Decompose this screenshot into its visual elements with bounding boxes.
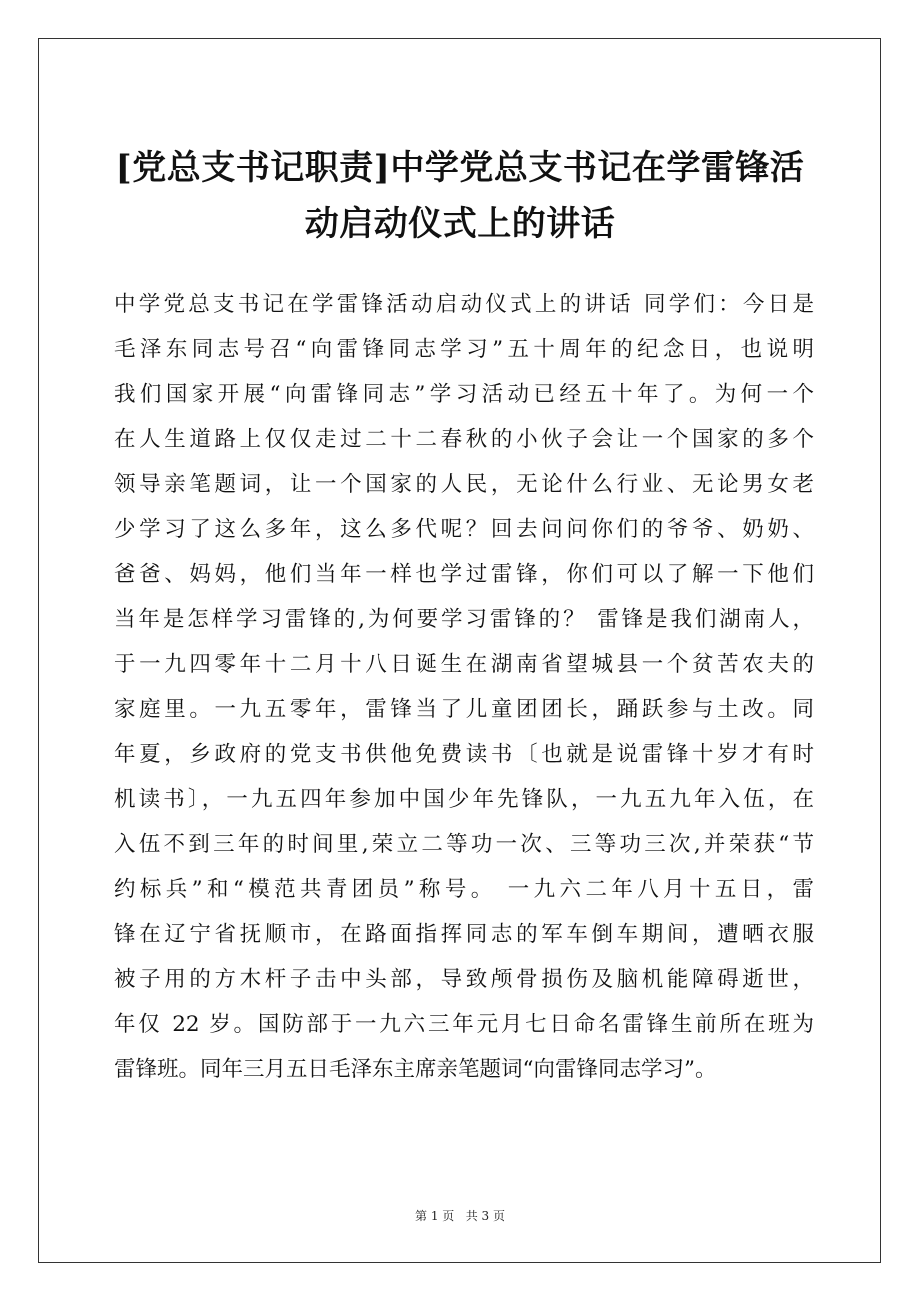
body-line: 爸爸、妈妈，他们当年一样也学过雷锋，你们可以了解一下他们	[114, 562, 814, 587]
body-line: 中学党总支书记在学雷锋活动启动仪式上的讲话 同学们：今日是	[114, 292, 814, 317]
body-line: 机读书〕，一九五四年参加中国少年先锋队，一九五九年入伍，在	[114, 787, 814, 812]
body-line: 少学习了这么多年，这么多代呢？回去问问你们的爷爷、奶奶、	[114, 517, 814, 542]
document-title	[70, 140, 850, 252]
body-line: 当年是怎样学习雷锋的,为何要学习雷锋的？ 雷锋是我们湖南人，	[114, 607, 814, 632]
body-line: 被子用的方木杆子击中头部，导致颅骨损伤及脑机能障碍逝世，	[114, 967, 814, 992]
title-line-2: 动启动仪式上的讲话	[304, 204, 616, 244]
page-number: 第 1 页	[415, 1209, 455, 1223]
body-line: 我们国家开展“向雷锋同志”学习活动已经五十年了。为何一个	[114, 382, 814, 407]
body-line: 年夏，乡政府的党支书供他免费读书〔也就是说雷锋十岁才有时	[114, 742, 814, 767]
body-line: 于一九四零年十二月十八日诞生在湖南省望城县一个贫苦农夫的	[114, 652, 814, 677]
body-line: 家庭里。一九五零年，雷锋当了儿童团团长，踊跃参与土改。同	[114, 697, 814, 722]
body-line: 入伍不到三年的时间里,荣立二等功一次、三等功三次,并荣获“节	[114, 832, 814, 857]
body-line: 锋在辽宁省抚顺市，在路面指挥同志的军车倒车期间，遭晒衣服	[114, 922, 814, 947]
body-line: 在人生道路上仅仅走过二十二春秋的小伙子会让一个国家的多个	[114, 427, 814, 452]
body-line: 约标兵”和“模范共青团员”称号。 一九六二年八月十五日，雷	[114, 877, 814, 902]
title-line-1: [党总支书记职责]中学党总支书记在学雷锋活	[115, 148, 805, 188]
body-line: 年仅 22 岁。国防部于一九六三年元月七日命名雷锋生前所在班为	[114, 1012, 814, 1037]
document-body	[114, 282, 814, 1092]
body-line: 雷锋班。同年三月五日毛泽东主席亲笔题词“向雷锋同志学习”。	[114, 1057, 717, 1082]
page-footer	[0, 1208, 920, 1224]
body-line: 领导亲笔题词，让一个国家的人民，无论什么行业、无论男女老	[114, 472, 814, 497]
body-line: 毛泽东同志号召“向雷锋同志学习”五十周年的纪念日，也说明	[114, 337, 814, 362]
page-total: 共 3 页	[465, 1209, 505, 1223]
